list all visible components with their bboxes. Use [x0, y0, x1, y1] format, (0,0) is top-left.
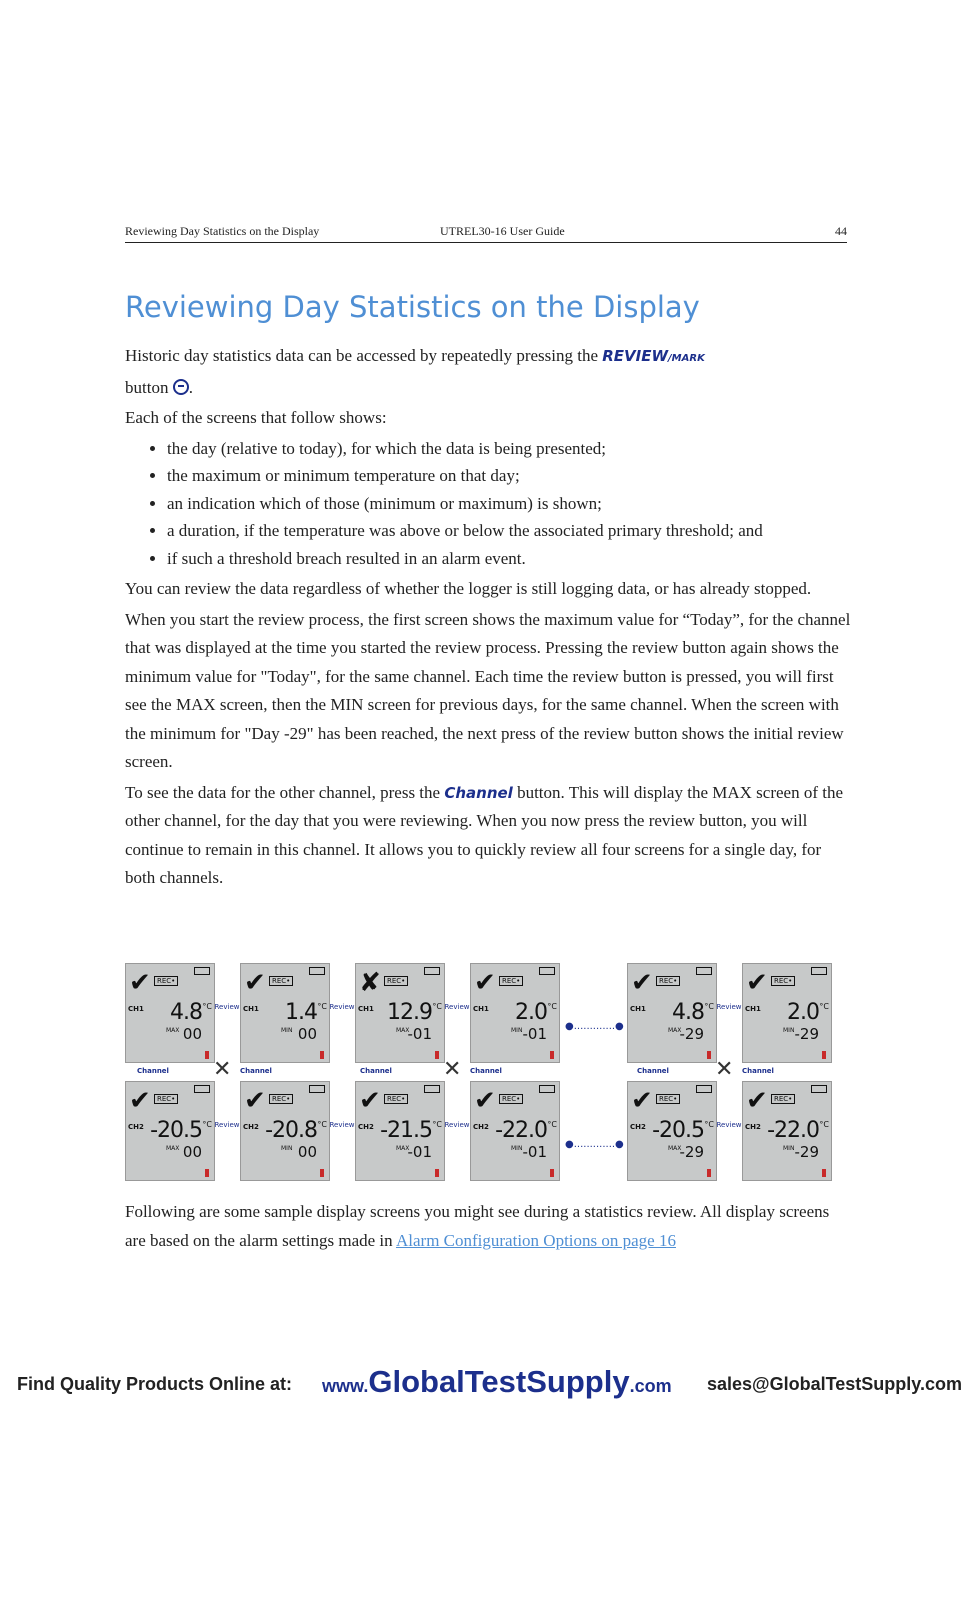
battery-icon: [309, 1085, 325, 1093]
channel-label: Channel: [360, 1067, 392, 1075]
battery-icon: [424, 967, 440, 975]
battery-icon: [424, 1085, 440, 1093]
alarm-indicator-icon: [205, 1169, 209, 1177]
brand-review: REVIEW: [602, 347, 669, 365]
ellipsis-dots: ●.............●: [565, 1139, 624, 1150]
battery-icon: [539, 967, 555, 975]
lcd-channel-label: CH2: [243, 1123, 259, 1131]
lcd-screen: [240, 963, 330, 1063]
footer-banner: [0, 1364, 972, 1404]
lcd-status-bar: [473, 1169, 557, 1177]
lcd-min-max-label: MIN: [783, 1145, 795, 1152]
status-check-icon: ✔: [474, 968, 496, 998]
lcd-unit: °C: [547, 1120, 557, 1129]
rec-indicator: REC•: [154, 1094, 178, 1104]
ellipsis-dots: ●.............●: [565, 1021, 624, 1032]
lcd-status-bar: [128, 1169, 212, 1177]
review-arrow-label: Review: [444, 1121, 470, 1129]
list-item: • an indication which of those (minimum or maximum) is shown;: [167, 490, 855, 518]
lcd-status-bar: [358, 1051, 442, 1059]
channel-label: Channel: [742, 1067, 774, 1075]
lcd-channel-label: CH1: [745, 1005, 761, 1013]
lcd-screen: [627, 1081, 717, 1181]
lcd-min-max-label: MAX: [166, 1145, 180, 1152]
battery-icon: [696, 967, 712, 975]
footer-www: www.: [322, 1376, 369, 1396]
rec-indicator: REC•: [771, 976, 795, 986]
alarm-indicator-icon: [822, 1169, 826, 1177]
lcd-min-max-label: MAX: [396, 1145, 410, 1152]
alarm-indicator-icon: [435, 1051, 439, 1059]
channel-switch-cross-icon: ✕: [443, 1057, 462, 1082]
lcd-day-value: 00: [297, 1143, 317, 1161]
lcd-min-max-label: MAX: [396, 1027, 410, 1034]
status-check-icon: ✔: [474, 1086, 496, 1116]
intro-period: .: [188, 377, 193, 397]
alarm-indicator-icon: [205, 1051, 209, 1059]
review-arrow-label: Review: [716, 1003, 742, 1011]
review-arrow-icon: [715, 1003, 743, 1011]
footer-brand: GlobalTestSupply: [368, 1364, 630, 1399]
battery-icon: [194, 1085, 210, 1093]
lcd-temperature-value: 2.0: [787, 1000, 819, 1025]
lcd-day-value: 00: [182, 1025, 202, 1043]
lcd-temperature-value: -22.0: [495, 1118, 547, 1143]
rec-indicator: REC•: [656, 976, 680, 986]
review-arrow-label: Review: [214, 1003, 240, 1011]
rec-indicator: REC•: [656, 1094, 680, 1104]
lcd-unit: °C: [432, 1002, 442, 1011]
lcd-status-bar: [358, 1169, 442, 1177]
battery-icon: [309, 967, 325, 975]
rec-indicator: REC•: [499, 1094, 523, 1104]
closing-text: Following are some sample display screens you might see during a statistics review. All display screens are based on the alarm settings made in: [125, 1202, 830, 1250]
lcd-temperature-value: 2.0: [515, 1000, 547, 1025]
paragraph-review-process: When you start the review process, the first screen shows the maximum value for “Today”, for the channel that was displayed at the time you started the review process. Pressing the review button again shows the minimum value for "Today", for the same channel. Each time the review button is pressed, you will first see the MAX screen, then the MIN screen for previous days, for the same channel. When the screen with the minimum for "Day -29" has been reached, the next press of the review button shows the initial review screen.: [125, 609, 851, 771]
lcd-channel-label: CH2: [128, 1123, 144, 1131]
lcd-status-bar: [745, 1051, 829, 1059]
review-arrow-label: Review: [329, 1003, 355, 1011]
lcd-screen: [627, 963, 717, 1063]
lcd-min-max-label: MAX: [668, 1027, 682, 1034]
battery-icon: [696, 1085, 712, 1093]
rec-indicator: REC•: [154, 976, 178, 986]
lcd-unit: °C: [819, 1002, 829, 1011]
lcd-temperature-value: -21.5: [380, 1118, 432, 1143]
alarm-indicator-icon: [707, 1051, 711, 1059]
lcd-channel-label: CH2: [745, 1123, 761, 1131]
lcd-day-value: -01: [522, 1025, 547, 1043]
lcd-temperature-value: 12.9: [387, 1000, 432, 1025]
lcd-unit: °C: [317, 1002, 327, 1011]
status-check-icon: ✔: [244, 1086, 266, 1116]
lcd-channel-label: CH2: [473, 1123, 489, 1131]
lcd-min-max-label: MIN: [511, 1145, 523, 1152]
rec-indicator: REC•: [499, 976, 523, 986]
lcd-unit: °C: [317, 1120, 327, 1129]
list-item: • the maximum or minimum temperature on that day;: [167, 462, 855, 490]
status-check-icon: ✘: [359, 968, 381, 998]
paragraph-other-channel: [125, 779, 855, 893]
lcd-status-bar: [128, 1051, 212, 1059]
lcd-channel-label: CH1: [128, 1005, 144, 1013]
list-item: • the day (relative to today), for which the data is being presented;: [167, 435, 855, 463]
channel-label: Channel: [470, 1067, 502, 1075]
alarm-indicator-icon: [435, 1169, 439, 1177]
lcd-min-max-label: MIN: [511, 1027, 523, 1034]
paragraph-review-any-time: You can review the data regardless of whether the logger is still logging data, or has already stopped.: [125, 579, 812, 598]
review-arrow-label: Review: [329, 1121, 355, 1129]
page-header: [125, 224, 847, 243]
lcd-status-bar: [630, 1051, 714, 1059]
header-page-number: 44: [835, 224, 847, 238]
status-check-icon: ✔: [244, 968, 266, 998]
battery-icon: [194, 967, 210, 975]
bullet-list: [125, 435, 855, 573]
footer-website[interactable]: [322, 1364, 672, 1400]
channel-switch-cross-icon: ✕: [715, 1057, 734, 1082]
lcd-temperature-value: -20.5: [150, 1118, 202, 1143]
lcd-day-value: 00: [182, 1143, 202, 1161]
lcd-channel-label: CH2: [358, 1123, 374, 1131]
lcd-channel-label: CH1: [630, 1005, 646, 1013]
lcd-screen: [125, 1081, 215, 1181]
status-check-icon: ✔: [359, 1086, 381, 1116]
rec-indicator: REC•: [269, 976, 293, 986]
alarm-indicator-icon: [320, 1051, 324, 1059]
lcd-unit: °C: [819, 1120, 829, 1129]
lcd-screen: [125, 963, 215, 1063]
channel-label: Channel: [240, 1067, 272, 1075]
channel-label: Channel: [137, 1067, 169, 1075]
alarm-indicator-icon: [822, 1051, 826, 1059]
lcd-day-value: 00: [297, 1025, 317, 1043]
battery-icon: [539, 1085, 555, 1093]
review-arrow-icon: [443, 1121, 471, 1129]
lcd-screen: [355, 963, 445, 1063]
alarm-indicator-icon: [707, 1169, 711, 1177]
lcd-min-max-label: MAX: [166, 1027, 180, 1034]
review-arrow-icon: [213, 1121, 241, 1129]
lcd-screens-figure: [125, 963, 847, 1183]
lcd-status-bar: [630, 1169, 714, 1177]
intro-text: Historic day statistics data can be accessed by repeatedly pressing the: [125, 346, 603, 365]
lcd-day-value: -29: [679, 1025, 704, 1043]
lcd-screen: [742, 963, 832, 1063]
review-arrow-label: Review: [214, 1121, 240, 1129]
review-button-icon: [173, 379, 189, 395]
review-arrow-icon: [443, 1003, 471, 1011]
status-check-icon: ✔: [746, 968, 768, 998]
lcd-channel-label: CH2: [630, 1123, 646, 1131]
lcd-unit: °C: [432, 1120, 442, 1129]
lcd-unit: °C: [704, 1002, 714, 1011]
battery-icon: [811, 967, 827, 975]
alarm-config-link[interactable]: Alarm Configuration Options on page 16: [395, 1230, 676, 1250]
lcd-channel-label: CH1: [243, 1005, 259, 1013]
review-mark-brand: [602, 347, 705, 365]
lcd-screen: [742, 1081, 832, 1181]
lcd-channel-label: CH1: [473, 1005, 489, 1013]
lcd-temperature-value: -22.0: [767, 1118, 819, 1143]
review-arrow-icon: [715, 1121, 743, 1129]
header-section-title: Reviewing Day Statistics on the Display: [125, 224, 320, 238]
channel-switch-cross-icon: ✕: [213, 1057, 232, 1082]
footer-tagline: Find Quality Products Online at:: [17, 1374, 293, 1394]
lcd-status-bar: [745, 1169, 829, 1177]
rec-indicator: REC•: [384, 1094, 408, 1104]
lcd-unit: °C: [704, 1120, 714, 1129]
lcd-status-bar: [473, 1051, 557, 1059]
lcd-day-value: -29: [794, 1025, 819, 1043]
list-item: • a duration, if the temperature was above or below the associated primary threshold; and: [167, 517, 855, 545]
lcd-day-value: -29: [679, 1143, 704, 1161]
header-doc-title: UTREL30-16 User Guide: [440, 224, 565, 238]
intro-button-text: button: [125, 377, 173, 397]
status-check-icon: ✔: [746, 1086, 768, 1116]
status-check-icon: ✔: [631, 1086, 653, 1116]
lcd-unit: °C: [547, 1002, 557, 1011]
lcd-screen: [240, 1081, 330, 1181]
closing-paragraph: [125, 1198, 847, 1255]
lcd-screen: [470, 963, 560, 1063]
lcd-temperature-value: 4.8: [170, 1000, 202, 1025]
lcd-status-bar: [243, 1169, 327, 1177]
channel-label: Channel: [637, 1067, 669, 1075]
lcd-temperature-value: 4.8: [672, 1000, 704, 1025]
lcd-min-max-label: MAX: [668, 1145, 682, 1152]
lcd-day-value: -01: [522, 1143, 547, 1161]
lcd-day-value: -01: [407, 1143, 432, 1161]
page-title: Reviewing Day Statistics on the Display: [125, 290, 700, 324]
brand-mark: /MARK: [668, 353, 705, 364]
lcd-day-value: -29: [794, 1143, 819, 1161]
lcd-min-max-label: MIN: [281, 1027, 293, 1034]
lcd-screen: [470, 1081, 560, 1181]
list-lead: Each of the screens that follow shows:: [125, 408, 387, 427]
review-arrow-icon: [213, 1003, 241, 1011]
alarm-indicator-icon: [550, 1051, 554, 1059]
footer-email[interactable]: sales@GlobalTestSupply.com: [707, 1374, 962, 1394]
lcd-status-bar: [243, 1051, 327, 1059]
lcd-min-max-label: MIN: [281, 1145, 293, 1152]
para3-text-before: To see the data for the other channel, press the: [125, 782, 445, 802]
lcd-temperature-value: -20.5: [652, 1118, 704, 1143]
list-item: • if such a threshold breach resulted in an alarm event.: [167, 545, 855, 573]
lcd-temperature-value: -20.8: [265, 1118, 317, 1143]
review-arrow-icon: [328, 1003, 356, 1011]
body-text: [125, 342, 855, 895]
lcd-day-value: -01: [407, 1025, 432, 1043]
rec-indicator: REC•: [771, 1094, 795, 1104]
alarm-indicator-icon: [550, 1169, 554, 1177]
review-arrow-icon: [328, 1121, 356, 1129]
battery-icon: [811, 1085, 827, 1093]
rec-indicator: REC•: [269, 1094, 293, 1104]
review-arrow-label: Review: [444, 1003, 470, 1011]
lcd-min-max-label: MIN: [783, 1027, 795, 1034]
status-check-icon: ✔: [631, 968, 653, 998]
alarm-indicator-icon: [320, 1169, 324, 1177]
rec-indicator: REC•: [384, 976, 408, 986]
review-arrow-label: Review: [716, 1121, 742, 1129]
channel-brand: Channel: [444, 783, 513, 802]
status-check-icon: ✔: [129, 1086, 151, 1116]
lcd-screen: [355, 1081, 445, 1181]
intro-paragraph: [125, 342, 855, 402]
footer-com: .com: [629, 1376, 672, 1396]
lcd-unit: °C: [202, 1002, 212, 1011]
lcd-unit: °C: [202, 1120, 212, 1129]
lcd-channel-label: CH1: [358, 1005, 374, 1013]
status-check-icon: ✔: [129, 968, 151, 998]
para3-text-after: button. This will display the MAX screen of the other channel, for the day that you were reviewing. When you now press the review button, you will continue to remain in this channel. It allows you to quickly review all four screens for a single day, for both channels.: [125, 782, 844, 887]
lcd-temperature-value: 1.4: [285, 1000, 317, 1025]
